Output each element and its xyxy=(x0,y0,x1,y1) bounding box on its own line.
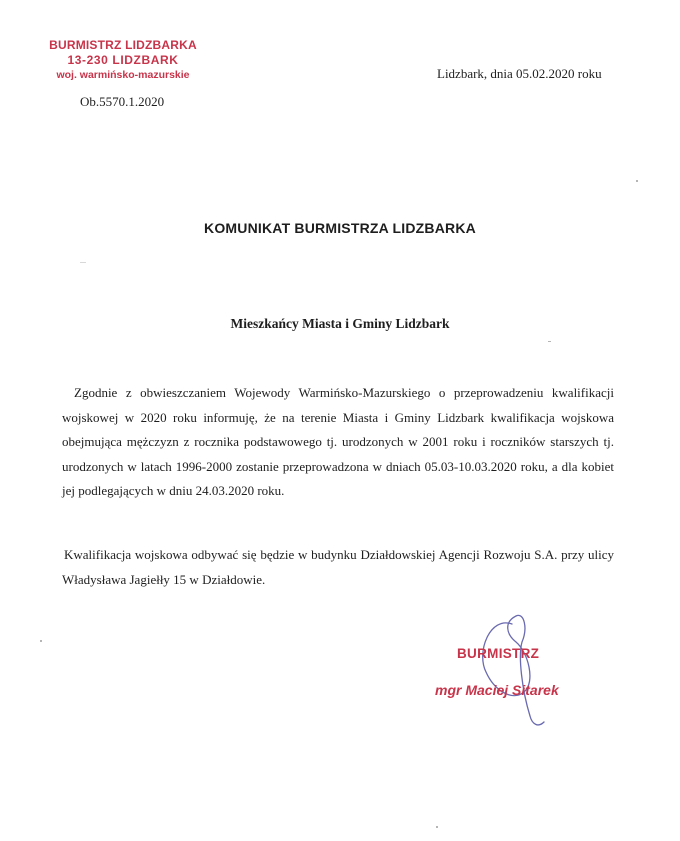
stamp-line-office: BURMISTRZ LIDZBARKA xyxy=(49,38,197,52)
signatory-title: BURMISTRZ xyxy=(457,646,540,661)
body-paragraph-1: Zgodnie z obwieszczaniem Wojewody Warmińsko-Mazurskiego o przeprowadzeniu kwalifikacji wojskowej w 2020 roku informuję, że na terenie Miasta i Gminy Lidzbark kwalifikacja wojskowa obejmująca mężczyzn z rocznika podstawowego tj. urodzonych w 2001 roku i roczników starszych tj. urodzonych w latach 1996-2000 zostanie przeprowadzona w dniach 05.03-10.03.2020 roku, a dla kobiet jej podlegających w dniu 24.03.2020 roku. xyxy=(62,385,614,498)
scan-speck xyxy=(80,262,86,263)
scan-speck xyxy=(636,180,638,182)
scan-speck xyxy=(40,640,42,642)
scan-speck xyxy=(548,341,551,342)
date-line: Lidzbark, dnia 05.02.2020 roku xyxy=(437,66,602,81)
stamp-line-postal: 13-230 LIDZBARK xyxy=(67,53,179,67)
official-stamp xyxy=(48,38,198,83)
handwritten-signature-icon xyxy=(420,612,600,732)
signature-block xyxy=(420,612,600,732)
signatory-name: mgr Maciej Sitarek xyxy=(435,682,559,698)
document-title: KOMUNIKAT BURMISTRZA LIDZBARKA xyxy=(204,220,476,236)
stamp-line-region: woj. warmińsko-mazurskie xyxy=(56,69,190,81)
reference-number: Ob.5570.1.2020 xyxy=(80,94,165,109)
body-paragraph-2: Kwalifikacja wojskowa odbywać się będzie w budynku Działdowskiej Agencji Rozwoju S.A. przy ulicy Władysława Jagiełły 15 w Działdowie. xyxy=(62,547,614,587)
salutation: Mieszkańcy Miasta i Gminy Lidzbark xyxy=(230,316,450,331)
scan-speck xyxy=(436,826,438,828)
